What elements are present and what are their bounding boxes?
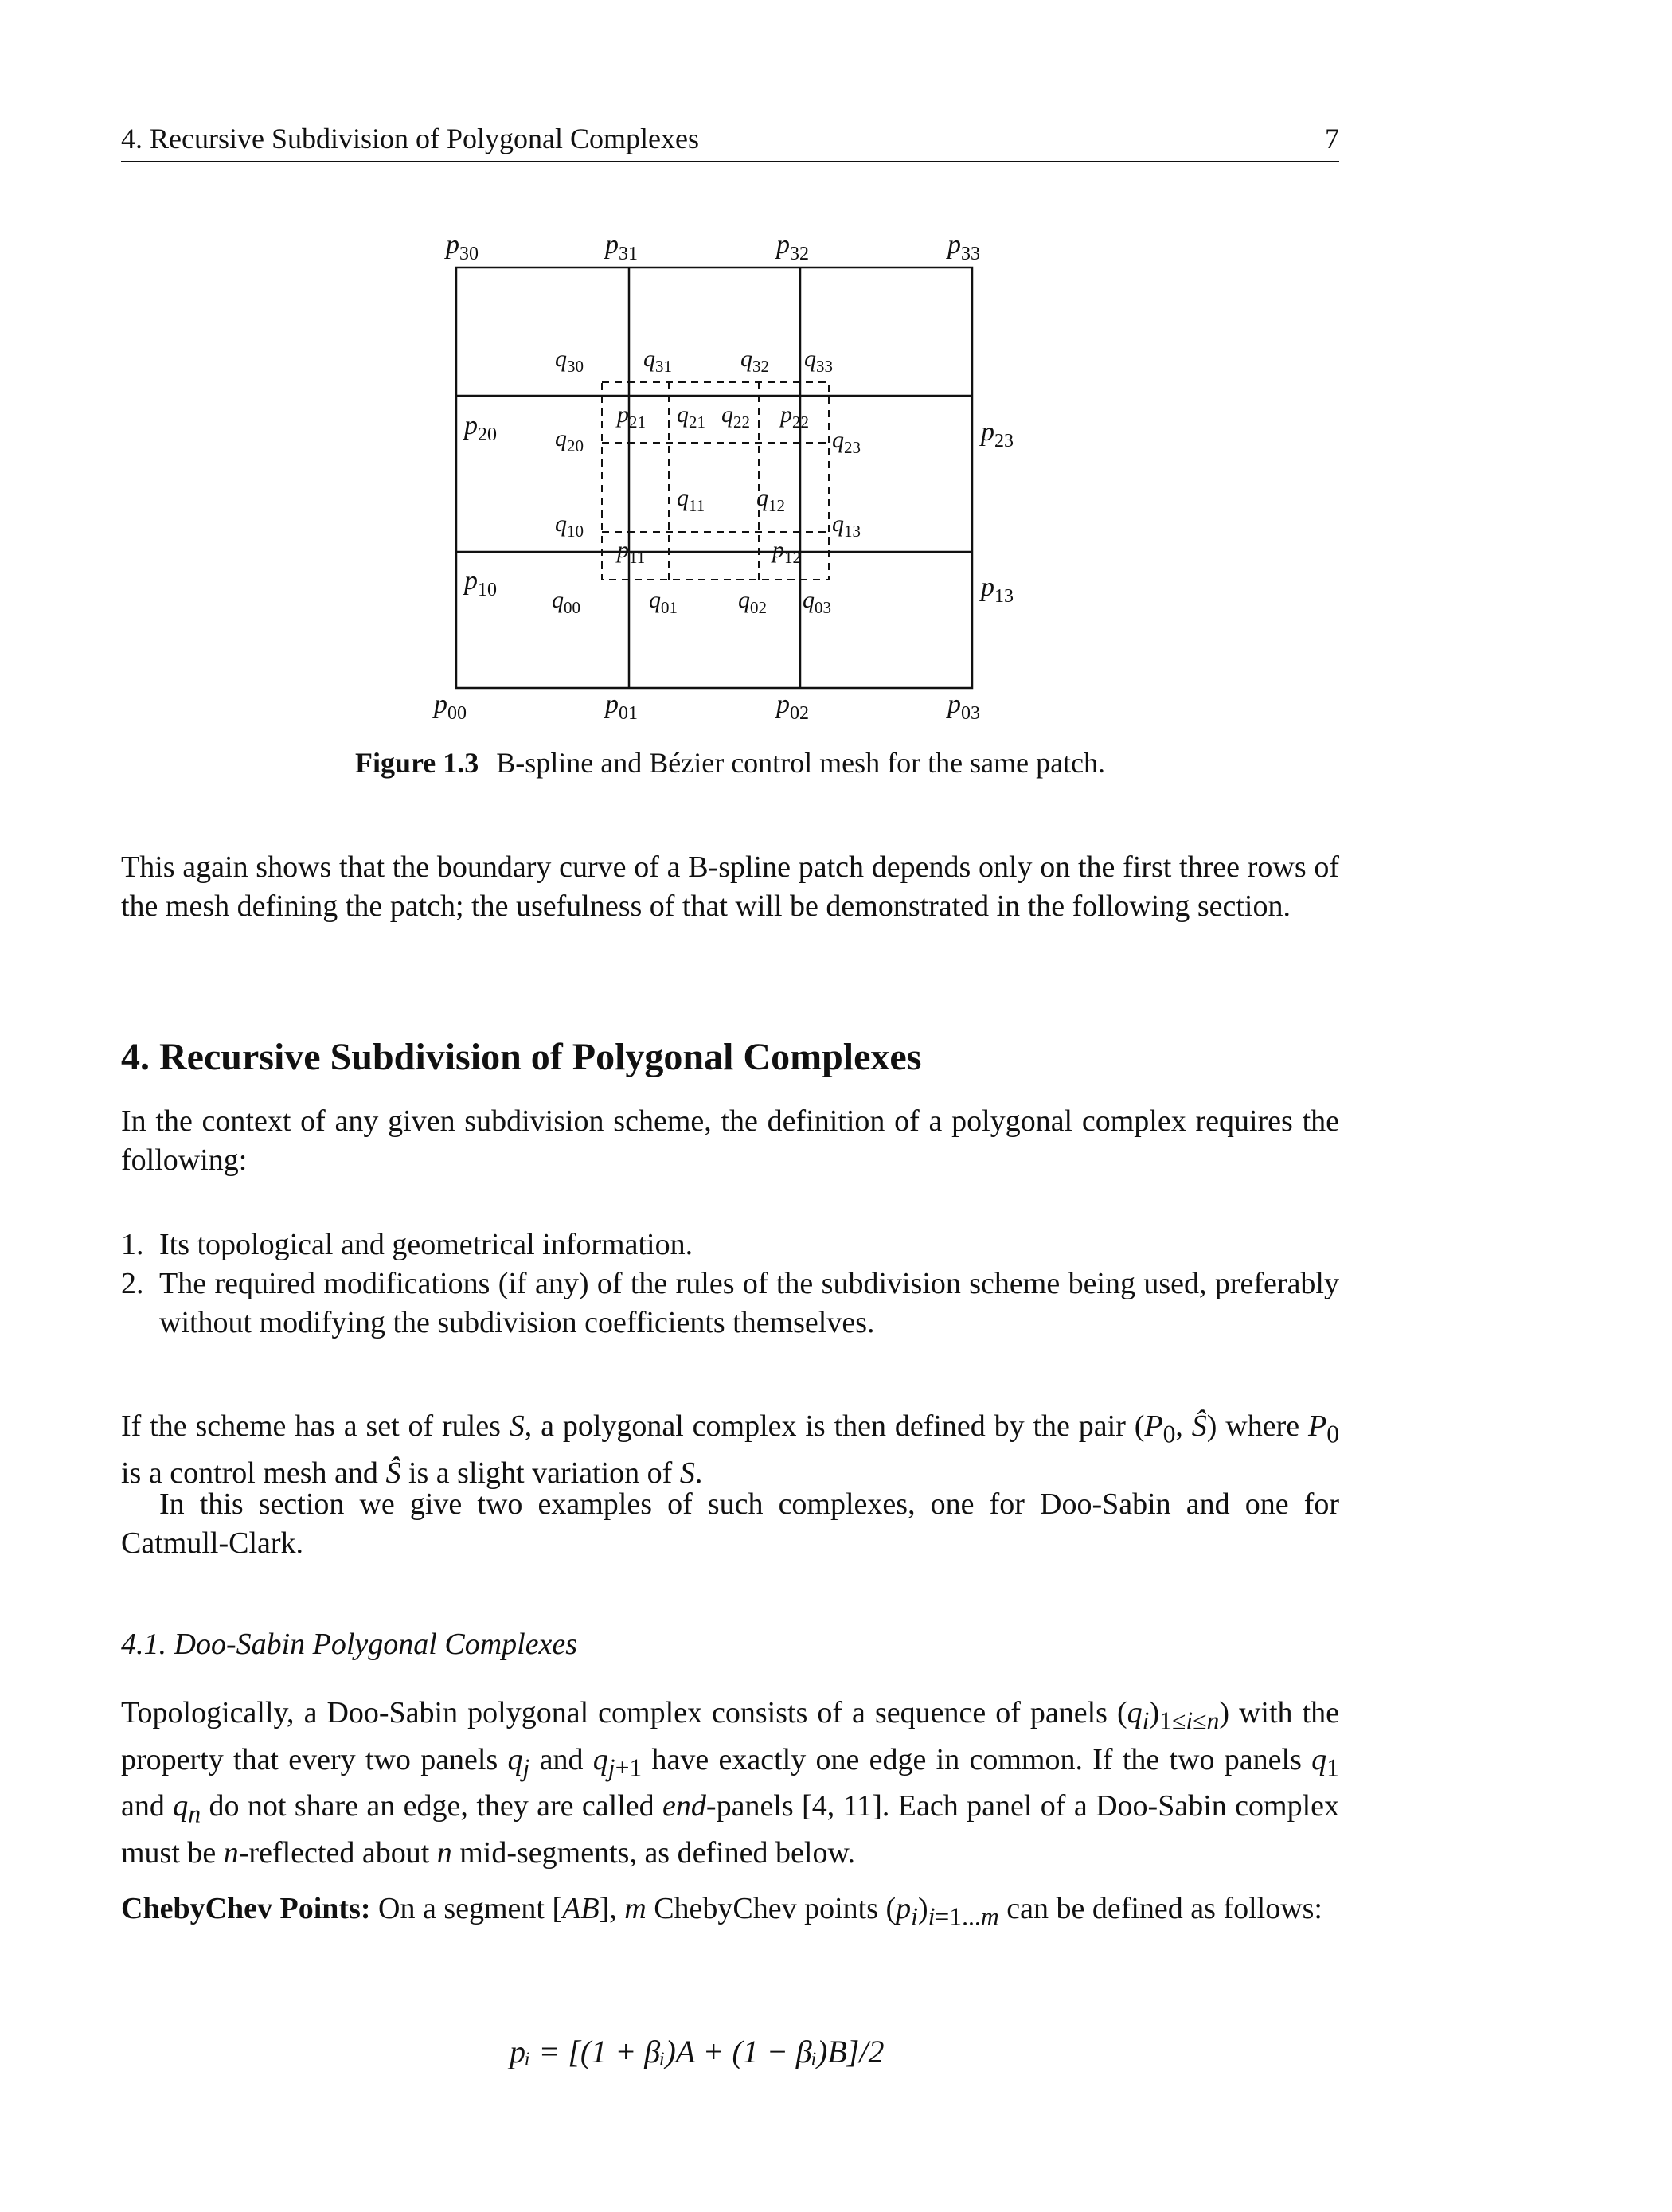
paragraph-examples: In this section we give two examples of such complexes, one for Doo-Sabin and one for Catmull-Clark. [121, 1487, 1339, 1560]
label-q12: $q_{12}$ [756, 485, 785, 515]
label-q10: $q_{10}$ [555, 510, 584, 541]
label-q02: $q_{02}$ [738, 587, 767, 617]
list-item-text: The required modifications (if any) of the rules of the subdivision scheme being used, preferably without modifying the subdivision coefficients themselves. [159, 1267, 1339, 1339]
label-q03: $q_{03}$ [803, 587, 831, 617]
label-p02: $p_{02}$ [776, 690, 809, 724]
paragraph-chebychev: ChebyChev Points: On a segment [AB], m ChebyChev points $(p_i)_{i=1...m}$ can be defined as follows: [121, 1892, 1322, 1931]
section-heading: 4. Recursive Subdivision of Polygonal Complexes [121, 1036, 922, 1078]
label-q22: $q_{22}$ [721, 401, 750, 432]
label-q00: $q_{00}$ [552, 587, 580, 617]
label-p23: $p_{23}$ [981, 417, 1014, 451]
label-p10: $p_{10}$ [464, 566, 497, 600]
bezier-labels [552, 346, 861, 617]
label-q13: $q_{13}$ [832, 510, 861, 541]
label-q33: $q_{33}$ [804, 346, 833, 376]
page-number: 7 [1325, 123, 1339, 154]
label-p00: $p_{00}$ [434, 690, 467, 724]
label-p32: $p_{32}$ [776, 230, 809, 264]
paragraph-definition: In the context of any given subdivision scheme, the definition of a polygonal complex requires the following: [121, 1104, 1339, 1177]
label-p30: $p_{30}$ [446, 230, 479, 264]
paragraph-rules: If the scheme has a set of rules S, a polygonal complex is then defined by the pair ($P_0$, Ŝ) where $P_0$ is a control mesh and Ŝ is a slight variation of S. [121, 1409, 1340, 1490]
mesh-outer-border [456, 268, 972, 688]
label-q31: $q_{31}$ [643, 346, 672, 376]
list-item-number: 1. [121, 1228, 144, 1261]
list-item-text: Its topological and geometrical information. [159, 1228, 693, 1261]
label-p11-inner: $p_{11}$ [617, 537, 646, 567]
label-p31: $p_{31}$ [605, 230, 638, 264]
figure-caption-label: Figure 1.3 [354, 747, 479, 779]
bspline-mesh [456, 268, 972, 688]
requirements-list [121, 1225, 1339, 1342]
paragraph-doo-sabin: Topologically, a Doo-Sabin polygonal complex consists of a sequence of panels $(q_i)_{1\le i\le n}$) with the property that every two panels $q_j$ and $q_{j+1}$ have exactly one edge in common. If the two panels $q_1$ and $q_n$ do not share an edge, they are called end-panels [4, 11]. Each panel of a Doo-Sabin complex must be n-reflected about n mid-segments, as defined below. [121, 1696, 1339, 1870]
label-p12-inner: $p_{12}$ [772, 537, 801, 567]
chebychev-equation: pᵢ = [(1 + βᵢ)A + (1 − βᵢ)B]/2 [510, 2034, 885, 2069]
control-mesh-figure [0, 0, 1672, 764]
label-p13: $p_{13}$ [981, 573, 1014, 607]
paragraph-boundary-curve: This again shows that the boundary curve of a B-spline patch depends only on the first three rows of the mesh defining the patch; the usefulness of that will be demonstrated in the following section. [121, 850, 1339, 923]
label-q32: $q_{32}$ [740, 346, 769, 376]
list-item-number: 2. [121, 1267, 144, 1300]
list-item [121, 1225, 1339, 1264]
subsection-heading: 4.1. Doo-Sabin Polygonal Complexes [121, 1628, 578, 1661]
figure-caption-text: B-spline and Bézier control mesh for the same patch. [496, 747, 1106, 779]
running-head-title: 4. Recursive Subdivision of Polygonal Complexes [121, 123, 699, 154]
label-p03: $p_{03}$ [947, 690, 980, 724]
label-q21: $q_{21}$ [677, 401, 705, 432]
label-q11: $q_{11}$ [677, 485, 705, 515]
label-q30: $q_{30}$ [555, 346, 584, 376]
figure-caption [121, 744, 1339, 781]
chebychev-label: ChebyChev Points: [121, 1892, 371, 1925]
label-p33: $p_{33}$ [947, 230, 980, 264]
label-p21-inner: $p_{21}$ [617, 401, 646, 432]
label-p22-inner: $p_{22}$ [780, 401, 809, 432]
list-item [121, 1264, 1339, 1342]
label-p20: $p_{20}$ [464, 411, 497, 445]
label-q01: $q_{01}$ [649, 587, 678, 617]
label-q23: $q_{23}$ [832, 427, 861, 457]
label-q20: $q_{20}$ [555, 425, 584, 455]
bspline-labels [432, 230, 1014, 724]
label-p01: $p_{01}$ [605, 690, 638, 724]
